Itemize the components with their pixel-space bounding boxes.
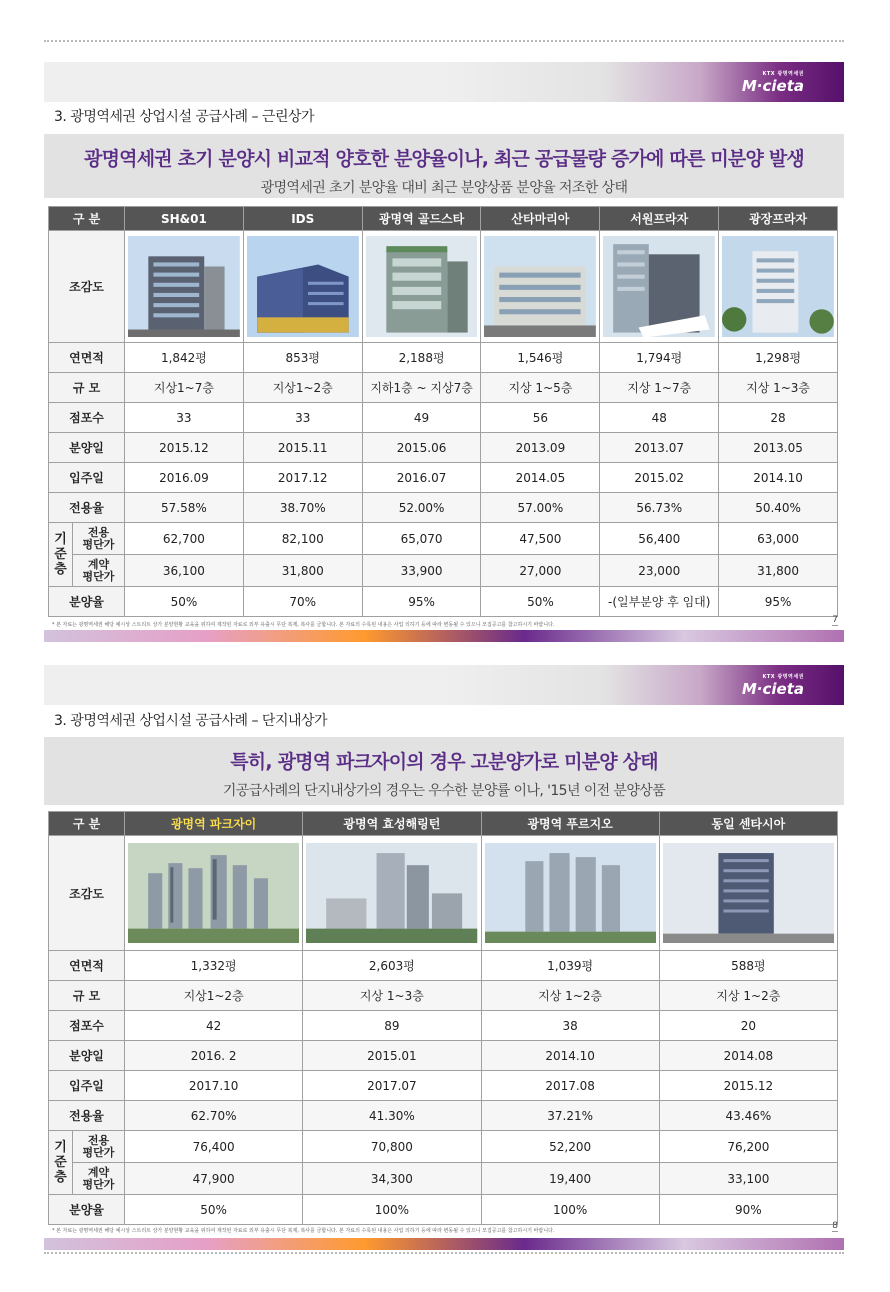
- cell: 지상1~2층: [243, 373, 362, 403]
- column-header: 서원프라자: [600, 207, 719, 231]
- row-label: 계약 평단가: [73, 1163, 125, 1195]
- building-photo-centasia: [663, 843, 834, 944]
- section-title: 3. 광명역세권 상업시설 공급사례 – 단지내상가: [54, 713, 328, 729]
- subheadline: 기공급사례의 단지내상가의 경우는 우수한 분양률 이나, '15년 이전 분양상품: [222, 783, 666, 799]
- table-row: [49, 433, 838, 463]
- cell: 28: [719, 403, 838, 433]
- cell: 36,100: [125, 555, 244, 587]
- cell: 지하1층 ~ 지상7층: [362, 373, 481, 403]
- cell: 31,800: [719, 555, 838, 587]
- column-header: 동일 센타시아: [659, 812, 837, 836]
- slide-page-7: [44, 62, 844, 640]
- row-label: 분양일: [49, 1041, 125, 1071]
- mcieta-logo: KTX 광명역세권 M·cieta: [741, 71, 804, 95]
- cell: 50%: [125, 587, 244, 617]
- column-header: SH&01: [125, 207, 244, 231]
- cell: 47,500: [481, 523, 600, 555]
- header-label: 구 분: [49, 812, 125, 836]
- table-header-row: [49, 812, 838, 836]
- table-row: [49, 523, 838, 555]
- cell: 57.00%: [481, 493, 600, 523]
- table-row: [49, 1011, 838, 1041]
- cell: 2017.07: [303, 1071, 481, 1101]
- cell: 2015.12: [659, 1071, 837, 1101]
- cell: 31,800: [243, 555, 362, 587]
- cell: 지상 1~2층: [481, 981, 659, 1011]
- row-label: 연면적: [49, 343, 125, 373]
- section-title: 3. 광명역세권 상업시설 공급사례 – 근린상가: [54, 109, 315, 125]
- building-photo-haringtun: [306, 843, 477, 944]
- cell: 1,298평: [719, 343, 838, 373]
- footer-band: [44, 630, 844, 642]
- headline: 특히, 광명역 파크자이의 경우 고분양가로 미분양 상태: [230, 751, 658, 773]
- table-row: [49, 1163, 838, 1195]
- cell: 100%: [481, 1195, 659, 1225]
- building-photo: [481, 231, 600, 343]
- table-row: [49, 1071, 838, 1101]
- cell: 89: [303, 1011, 481, 1041]
- headline-box: [44, 134, 844, 198]
- row-label: 점포수: [49, 403, 125, 433]
- building-photo: [481, 836, 659, 951]
- cell: 1,039평: [481, 951, 659, 981]
- cell: 1,842평: [125, 343, 244, 373]
- cell: 41.30%: [303, 1101, 481, 1131]
- table-row: [49, 1101, 838, 1131]
- cell: 2013.07: [600, 433, 719, 463]
- slide-page-8: [44, 665, 844, 1252]
- cell: 23,000: [600, 555, 719, 587]
- row-label: 분양율: [49, 1195, 125, 1225]
- cell: 43.46%: [659, 1101, 837, 1131]
- cell: 2016.09: [125, 463, 244, 493]
- cell: 57.58%: [125, 493, 244, 523]
- cell: 52,200: [481, 1131, 659, 1163]
- comparison-table: [48, 811, 838, 1225]
- cell: 2015.01: [303, 1041, 481, 1071]
- comparison-table: [48, 206, 838, 617]
- cell: 50%: [481, 587, 600, 617]
- group-label: 기 준 층: [49, 1131, 73, 1195]
- cell: 50.40%: [719, 493, 838, 523]
- building-photo-santamaria: [484, 236, 596, 338]
- cell: 2015.11: [243, 433, 362, 463]
- cell: 37.21%: [481, 1101, 659, 1131]
- cell: 2015.12: [125, 433, 244, 463]
- cell: 38: [481, 1011, 659, 1041]
- row-label: 규 모: [49, 373, 125, 403]
- cell: 33: [243, 403, 362, 433]
- column-header: 광명역 효성해링턴: [303, 812, 481, 836]
- cell: 2,188평: [362, 343, 481, 373]
- cell: 62,700: [125, 523, 244, 555]
- building-photo: [243, 231, 362, 343]
- cell: -(일부분양 후 임대): [600, 587, 719, 617]
- cell: 49: [362, 403, 481, 433]
- building-photo: [659, 836, 837, 951]
- row-label: 분양율: [49, 587, 125, 617]
- table-row: [49, 587, 838, 617]
- building-photo-sh01: [128, 236, 240, 338]
- cell: 2017.08: [481, 1071, 659, 1101]
- headline: 광명역세권 초기 분양시 비교적 양호한 분양율이나, 최근 공급물량 증가에 따른 미분양 발생: [84, 148, 804, 170]
- building-photo-seowon: [603, 236, 715, 338]
- cell: 1,794평: [600, 343, 719, 373]
- cell: 90%: [659, 1195, 837, 1225]
- cell: 1,546평: [481, 343, 600, 373]
- cell: 52.00%: [362, 493, 481, 523]
- cell: 56.73%: [600, 493, 719, 523]
- row-label: 연면적: [49, 951, 125, 981]
- row-label: 조감도: [49, 231, 125, 343]
- column-header: 산타마리아: [481, 207, 600, 231]
- cell: 50%: [125, 1195, 303, 1225]
- footnote: * 본 자료는 광명역세권 해당 예시상 스트리트 상가 분양현황 교육을 위하여 제작된 자료로 외부 유출시 무단 복제, 복사를 금합니다. 본 자료의 수록된 내용은 사업 의하기 등에 따라 변동될 수 있으니 모집공고를 참고하시기 바랍니다.: [52, 622, 555, 628]
- bottom-dotted-border: [44, 1252, 844, 1254]
- building-photo: [125, 231, 244, 343]
- cell: 2016.07: [362, 463, 481, 493]
- row-label: 입주일: [49, 1071, 125, 1101]
- row-label: 입주일: [49, 463, 125, 493]
- cell: 지상 1~3층: [303, 981, 481, 1011]
- building-photo-gwangjang: [722, 236, 834, 338]
- page-number: 8: [832, 1221, 838, 1231]
- cell: 27,000: [481, 555, 600, 587]
- table-row: [49, 493, 838, 523]
- building-photo: [303, 836, 481, 951]
- table-header-row: [49, 207, 838, 231]
- cell: 56: [481, 403, 600, 433]
- cell: 76,200: [659, 1131, 837, 1163]
- cell: 2014.08: [659, 1041, 837, 1071]
- header-band: [44, 665, 844, 705]
- row-label: 계약 평단가: [73, 555, 125, 587]
- table-row: [49, 951, 838, 981]
- column-header: 광장프라자: [719, 207, 838, 231]
- photo-row: [49, 836, 838, 951]
- building-photo: [600, 231, 719, 343]
- building-photo: [362, 231, 481, 343]
- column-header: IDS: [243, 207, 362, 231]
- cell: 2013.05: [719, 433, 838, 463]
- cell: 2013.09: [481, 433, 600, 463]
- column-header-highlighted: 광명역 파크자이: [125, 812, 303, 836]
- table-row: [49, 373, 838, 403]
- building-photo-parkxi: [128, 843, 299, 944]
- table-row: [49, 403, 838, 433]
- column-header: 광명역 골드스타: [362, 207, 481, 231]
- cell: 지상1~7층: [125, 373, 244, 403]
- row-label: 조감도: [49, 836, 125, 951]
- group-label: 기 준 층: [49, 523, 73, 587]
- cell: 1,332평: [125, 951, 303, 981]
- cell: 지상 1~7층: [600, 373, 719, 403]
- row-label: 규 모: [49, 981, 125, 1011]
- cell: 33,900: [362, 555, 481, 587]
- cell: 2,603평: [303, 951, 481, 981]
- building-photo-goldstar: [366, 236, 478, 338]
- cell: 588평: [659, 951, 837, 981]
- building-photo: [719, 231, 838, 343]
- cell: 65,070: [362, 523, 481, 555]
- table-row: [49, 1131, 838, 1163]
- cell: 2016. 2: [125, 1041, 303, 1071]
- cell: 48: [600, 403, 719, 433]
- table-row: [49, 1041, 838, 1071]
- footnote: * 본 자료는 광명역세권 해당 예시상 스트리트 상가 분양현황 교육을 위하여 제작된 자료로 외부 유출시 무단 복제, 복사를 금합니다. 본 자료의 수록된 내용은 사업 의하기 등에 따라 변동될 수 있으니 모집공고를 참고하시기 바랍니다.: [52, 1228, 555, 1234]
- row-label: 분양일: [49, 433, 125, 463]
- table-row: [49, 981, 838, 1011]
- cell: 70%: [243, 587, 362, 617]
- cell: 70,800: [303, 1131, 481, 1163]
- cell: 63,000: [719, 523, 838, 555]
- cell: 지상 1~5층: [481, 373, 600, 403]
- cell: 95%: [719, 587, 838, 617]
- mcieta-logo: KTX 광명역세권 M·cieta: [741, 674, 804, 698]
- table-row: [49, 555, 838, 587]
- column-header: 광명역 푸르지오: [481, 812, 659, 836]
- cell: 38.70%: [243, 493, 362, 523]
- cell: 지상1~2층: [125, 981, 303, 1011]
- cell: 2014.10: [481, 1041, 659, 1071]
- cell: 2014.10: [719, 463, 838, 493]
- cell: 2017.12: [243, 463, 362, 493]
- row-label: 전용율: [49, 493, 125, 523]
- cell: 2015.06: [362, 433, 481, 463]
- cell: 20: [659, 1011, 837, 1041]
- cell: 42: [125, 1011, 303, 1041]
- row-label: 전용 평단가: [73, 1131, 125, 1163]
- cell: 33: [125, 403, 244, 433]
- row-label: 전용 평단가: [73, 523, 125, 555]
- cell: 34,300: [303, 1163, 481, 1195]
- cell: 19,400: [481, 1163, 659, 1195]
- photo-row: [49, 231, 838, 343]
- table-row: [49, 343, 838, 373]
- subheadline: 광명역세권 초기 분양율 대비 최근 분양상품 분양율 저조한 상태: [260, 180, 628, 196]
- cell: 100%: [303, 1195, 481, 1225]
- row-label: 전용율: [49, 1101, 125, 1131]
- footer-band: [44, 1238, 844, 1250]
- table-row: [49, 463, 838, 493]
- building-photo: [125, 836, 303, 951]
- table-row: [49, 1195, 838, 1225]
- cell: 76,400: [125, 1131, 303, 1163]
- cell: 지상 1~2층: [659, 981, 837, 1011]
- cell: 56,400: [600, 523, 719, 555]
- cell: 2017.10: [125, 1071, 303, 1101]
- row-label: 점포수: [49, 1011, 125, 1041]
- header-band: [44, 62, 844, 102]
- cell: 지상 1~3층: [719, 373, 838, 403]
- cell: 853평: [243, 343, 362, 373]
- cell: 47,900: [125, 1163, 303, 1195]
- page-number: 7: [832, 615, 838, 625]
- cell: 2015.02: [600, 463, 719, 493]
- header-label: 구 분: [49, 207, 125, 231]
- top-dotted-border: [44, 40, 844, 42]
- building-photo-ids: [247, 236, 359, 338]
- cell: 95%: [362, 587, 481, 617]
- cell: 33,100: [659, 1163, 837, 1195]
- cell: 2014.05: [481, 463, 600, 493]
- headline-box: [44, 737, 844, 805]
- cell: 62.70%: [125, 1101, 303, 1131]
- building-photo-prugio: [485, 843, 656, 944]
- cell: 82,100: [243, 523, 362, 555]
